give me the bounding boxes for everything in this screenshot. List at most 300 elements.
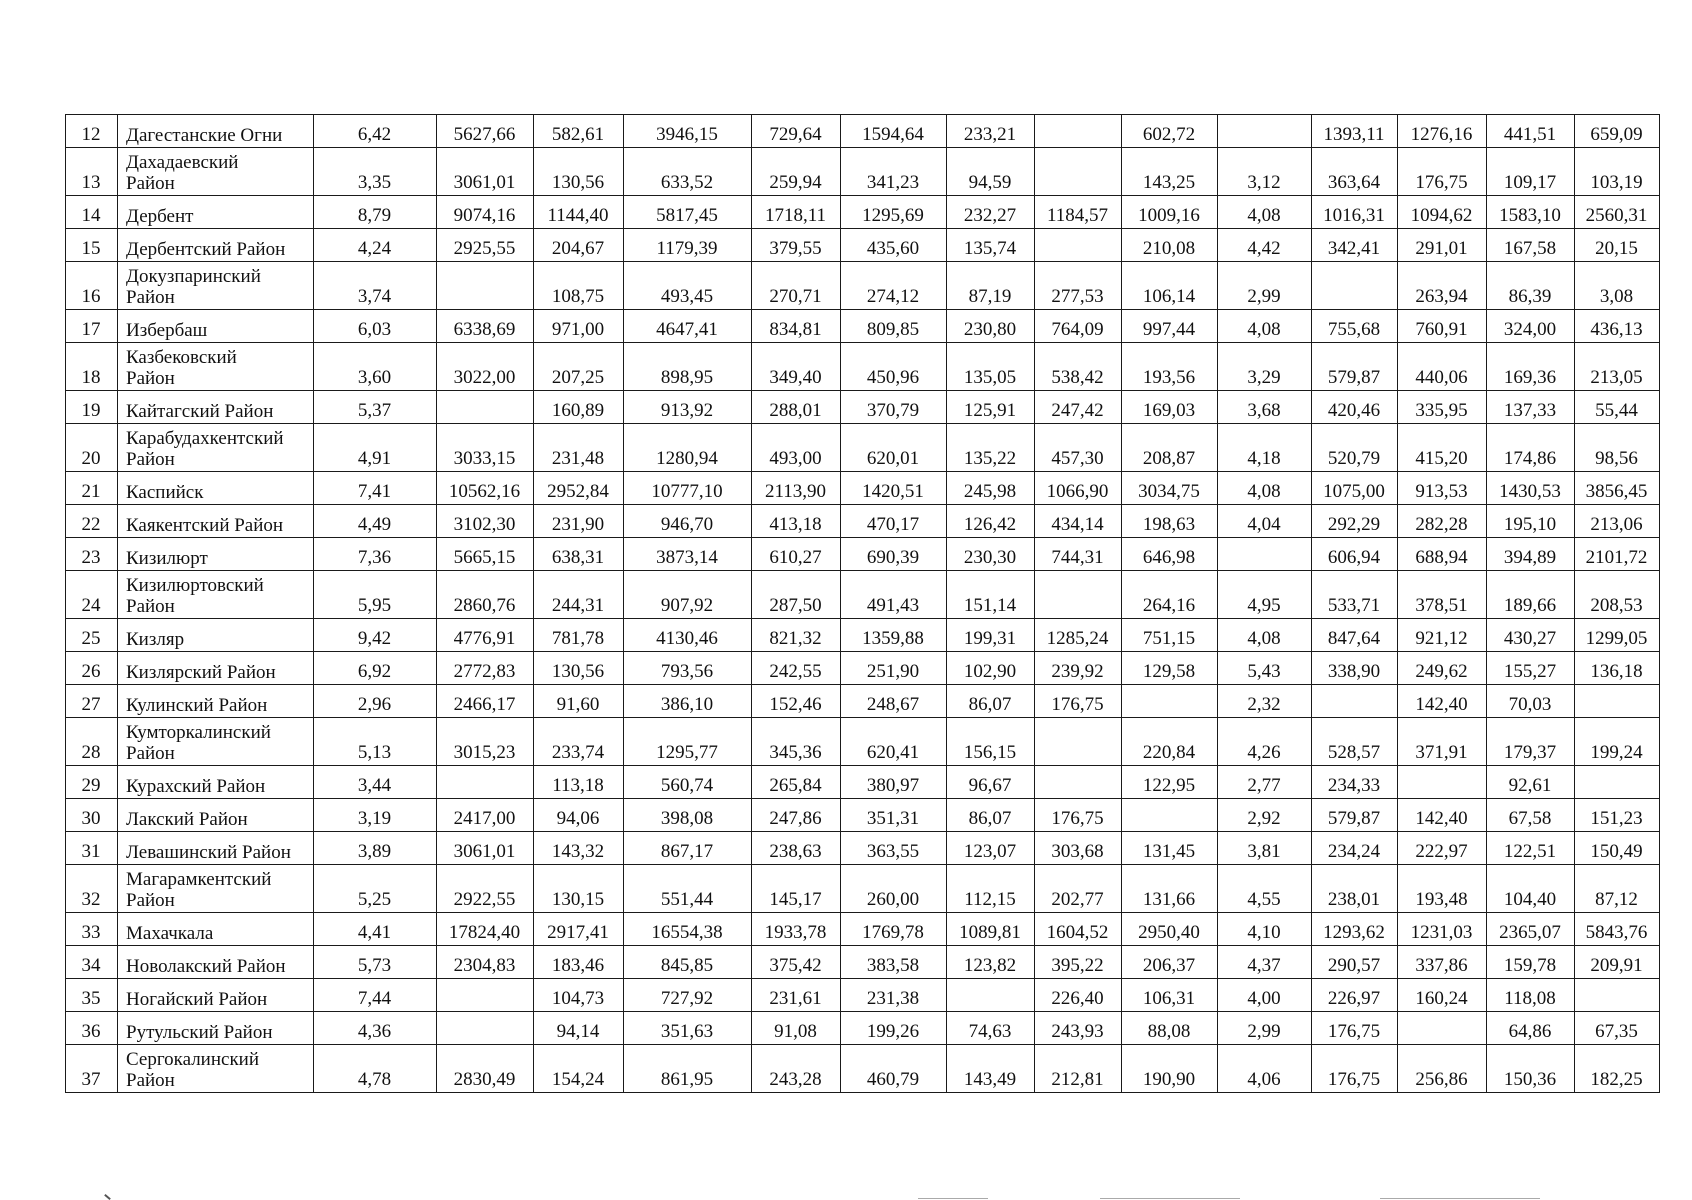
value-cell: 4,78	[314, 1045, 437, 1093]
table-row	[66, 979, 1660, 1012]
district-name: Докузпаринский Район	[118, 262, 314, 310]
value-cell: 220,84	[1122, 718, 1218, 766]
value-cell	[437, 979, 534, 1012]
value-cell: 430,27	[1487, 619, 1575, 652]
value-cell: 4,55	[1218, 865, 1312, 913]
value-cell: 1594,64	[841, 115, 947, 148]
value-cell: 248,67	[841, 685, 947, 718]
value-cell: 415,20	[1398, 424, 1487, 472]
value-cell: 3873,14	[624, 538, 752, 571]
value-cell: 638,31	[534, 538, 624, 571]
value-cell: 265,84	[752, 766, 841, 799]
row-number: 15	[66, 229, 118, 262]
value-cell: 744,31	[1035, 538, 1122, 571]
value-cell: 92,61	[1487, 766, 1575, 799]
value-cell: 3061,01	[437, 148, 534, 196]
table-row	[66, 685, 1660, 718]
value-cell: 239,92	[1035, 652, 1122, 685]
value-cell: 207,25	[534, 343, 624, 391]
value-cell: 375,42	[752, 946, 841, 979]
row-number: 17	[66, 310, 118, 343]
value-cell: 3856,45	[1575, 472, 1660, 505]
row-number: 31	[66, 832, 118, 865]
row-number: 23	[66, 538, 118, 571]
value-cell: 176,75	[1398, 148, 1487, 196]
value-cell: 3,81	[1218, 832, 1312, 865]
value-cell: 131,66	[1122, 865, 1218, 913]
value-cell: 231,90	[534, 505, 624, 538]
value-cell: 2772,83	[437, 652, 534, 685]
value-cell: 3,44	[314, 766, 437, 799]
value-cell: 1179,39	[624, 229, 752, 262]
value-cell: 440,06	[1398, 343, 1487, 391]
value-cell: 256,86	[1398, 1045, 1487, 1093]
row-number: 30	[66, 799, 118, 832]
row-number: 36	[66, 1012, 118, 1045]
value-cell: 2365,07	[1487, 913, 1575, 946]
value-cell: 363,55	[841, 832, 947, 865]
value-cell: 130,56	[534, 148, 624, 196]
value-cell: 1144,40	[534, 196, 624, 229]
value-cell: 87,19	[947, 262, 1035, 310]
district-name: Кизлярский Район	[118, 652, 314, 685]
district-name: Дербент	[118, 196, 314, 229]
value-cell: 87,12	[1575, 865, 1660, 913]
value-cell: 10777,10	[624, 472, 752, 505]
value-cell: 3,08	[1575, 262, 1660, 310]
value-cell: 2,99	[1218, 1012, 1312, 1045]
value-cell: 2,96	[314, 685, 437, 718]
value-cell: 3,68	[1218, 391, 1312, 424]
value-cell: 233,21	[947, 115, 1035, 148]
value-cell: 2830,49	[437, 1045, 534, 1093]
data-table	[65, 114, 1660, 1093]
value-cell: 4,08	[1218, 472, 1312, 505]
table-row	[66, 310, 1660, 343]
value-cell: 213,05	[1575, 343, 1660, 391]
district-name: Новолакский Район	[118, 946, 314, 979]
value-cell: 2466,17	[437, 685, 534, 718]
value-cell: 156,15	[947, 718, 1035, 766]
value-cell: 226,40	[1035, 979, 1122, 1012]
value-cell: 4,08	[1218, 619, 1312, 652]
value-cell: 383,58	[841, 946, 947, 979]
value-cell: 4,10	[1218, 913, 1312, 946]
value-cell	[1218, 538, 1312, 571]
value-cell: 4,37	[1218, 946, 1312, 979]
value-cell: 234,33	[1312, 766, 1398, 799]
value-cell: 4776,91	[437, 619, 534, 652]
row-number: 18	[66, 343, 118, 391]
value-cell: 130,56	[534, 652, 624, 685]
value-cell: 659,09	[1575, 115, 1660, 148]
row-number: 22	[66, 505, 118, 538]
scan-line	[1100, 1198, 1240, 1199]
value-cell: 1295,69	[841, 196, 947, 229]
value-cell: 303,68	[1035, 832, 1122, 865]
value-cell: 1430,53	[1487, 472, 1575, 505]
value-cell: 493,00	[752, 424, 841, 472]
value-cell: 371,91	[1398, 718, 1487, 766]
table-row	[66, 1045, 1660, 1093]
value-cell: 441,51	[1487, 115, 1575, 148]
value-cell: 143,49	[947, 1045, 1035, 1093]
district-name: Лакский Район	[118, 799, 314, 832]
value-cell: 193,48	[1398, 865, 1487, 913]
value-cell: 760,91	[1398, 310, 1487, 343]
value-cell: 193,56	[1122, 343, 1218, 391]
value-cell: 137,33	[1487, 391, 1575, 424]
value-cell: 4,91	[314, 424, 437, 472]
value-cell	[1122, 685, 1218, 718]
value-cell: 5,25	[314, 865, 437, 913]
value-cell: 755,68	[1312, 310, 1398, 343]
value-cell: 847,64	[1312, 619, 1398, 652]
value-cell: 551,44	[624, 865, 752, 913]
row-number: 14	[66, 196, 118, 229]
value-cell: 690,39	[841, 538, 947, 571]
value-cell: 3,60	[314, 343, 437, 391]
value-cell: 342,41	[1312, 229, 1398, 262]
value-cell: 620,01	[841, 424, 947, 472]
value-cell: 86,39	[1487, 262, 1575, 310]
value-cell: 16554,38	[624, 913, 752, 946]
value-cell: 86,07	[947, 685, 1035, 718]
value-cell: 2113,90	[752, 472, 841, 505]
value-cell: 1299,05	[1575, 619, 1660, 652]
value-cell: 379,55	[752, 229, 841, 262]
value-cell: 7,36	[314, 538, 437, 571]
value-cell	[1575, 685, 1660, 718]
value-cell: 834,81	[752, 310, 841, 343]
value-cell: 921,12	[1398, 619, 1487, 652]
value-cell: 88,08	[1122, 1012, 1218, 1045]
value-cell: 9074,16	[437, 196, 534, 229]
value-cell: 913,53	[1398, 472, 1487, 505]
row-number: 33	[66, 913, 118, 946]
value-cell	[1035, 571, 1122, 619]
district-name: Избербаш	[118, 310, 314, 343]
value-cell: 4,41	[314, 913, 437, 946]
value-cell: 1604,52	[1035, 913, 1122, 946]
value-cell	[1312, 262, 1398, 310]
value-cell: 259,94	[752, 148, 841, 196]
row-number: 34	[66, 946, 118, 979]
value-cell: 129,58	[1122, 652, 1218, 685]
table-row	[66, 799, 1660, 832]
value-cell: 232,27	[947, 196, 1035, 229]
value-cell: 351,31	[841, 799, 947, 832]
value-cell: 907,92	[624, 571, 752, 619]
value-cell: 122,51	[1487, 832, 1575, 865]
value-cell: 560,74	[624, 766, 752, 799]
value-cell: 1359,88	[841, 619, 947, 652]
value-cell: 136,18	[1575, 652, 1660, 685]
value-cell	[437, 391, 534, 424]
district-name: Кизилюрт	[118, 538, 314, 571]
value-cell: 4130,46	[624, 619, 752, 652]
value-cell: 867,17	[624, 832, 752, 865]
value-cell: 1184,57	[1035, 196, 1122, 229]
value-cell: 971,00	[534, 310, 624, 343]
value-cell: 3061,01	[437, 832, 534, 865]
value-cell: 5843,76	[1575, 913, 1660, 946]
value-cell	[437, 766, 534, 799]
district-name: Кумторкалинский Район	[118, 718, 314, 766]
value-cell: 226,97	[1312, 979, 1398, 1012]
value-cell: 457,30	[1035, 424, 1122, 472]
value-cell: 1089,81	[947, 913, 1035, 946]
value-cell: 997,44	[1122, 310, 1218, 343]
value-cell: 70,03	[1487, 685, 1575, 718]
table-row	[66, 946, 1660, 979]
value-cell: 1276,16	[1398, 115, 1487, 148]
value-cell: 143,25	[1122, 148, 1218, 196]
value-cell: 491,43	[841, 571, 947, 619]
value-cell: 2952,84	[534, 472, 624, 505]
value-cell: 212,81	[1035, 1045, 1122, 1093]
value-cell: 160,89	[534, 391, 624, 424]
row-number: 28	[66, 718, 118, 766]
value-cell: 238,63	[752, 832, 841, 865]
value-cell: 208,87	[1122, 424, 1218, 472]
table-row	[66, 424, 1660, 472]
value-cell: 1009,16	[1122, 196, 1218, 229]
value-cell: 3033,15	[437, 424, 534, 472]
value-cell: 231,38	[841, 979, 947, 1012]
scan-mark	[104, 1194, 111, 1200]
value-cell: 764,09	[1035, 310, 1122, 343]
table-row	[66, 262, 1660, 310]
value-cell: 1016,31	[1312, 196, 1398, 229]
value-cell: 5,37	[314, 391, 437, 424]
value-cell: 3102,30	[437, 505, 534, 538]
value-cell: 6,42	[314, 115, 437, 148]
value-cell: 249,62	[1398, 652, 1487, 685]
value-cell: 727,92	[624, 979, 752, 1012]
value-cell: 1718,11	[752, 196, 841, 229]
value-cell	[1398, 1012, 1487, 1045]
value-cell: 335,95	[1398, 391, 1487, 424]
value-cell: 17824,40	[437, 913, 534, 946]
row-number: 24	[66, 571, 118, 619]
value-cell: 98,56	[1575, 424, 1660, 472]
value-cell: 4,08	[1218, 310, 1312, 343]
value-cell: 179,37	[1487, 718, 1575, 766]
value-cell: 106,31	[1122, 979, 1218, 1012]
value-cell: 1066,90	[1035, 472, 1122, 505]
value-cell: 10562,16	[437, 472, 534, 505]
value-cell: 143,32	[534, 832, 624, 865]
value-cell: 176,75	[1312, 1045, 1398, 1093]
value-cell: 159,78	[1487, 946, 1575, 979]
district-name: Карабудахкентский Район	[118, 424, 314, 472]
value-cell: 183,46	[534, 946, 624, 979]
value-cell: 2950,40	[1122, 913, 1218, 946]
value-cell: 845,85	[624, 946, 752, 979]
table-row	[66, 343, 1660, 391]
value-cell: 913,92	[624, 391, 752, 424]
value-cell	[1575, 979, 1660, 1012]
value-cell: 4,18	[1218, 424, 1312, 472]
value-cell: 2,99	[1218, 262, 1312, 310]
value-cell: 633,52	[624, 148, 752, 196]
value-cell: 213,06	[1575, 505, 1660, 538]
value-cell: 582,61	[534, 115, 624, 148]
value-cell: 4,04	[1218, 505, 1312, 538]
value-cell: 3,12	[1218, 148, 1312, 196]
value-cell: 104,40	[1487, 865, 1575, 913]
row-number: 19	[66, 391, 118, 424]
value-cell	[947, 979, 1035, 1012]
value-cell: 2,77	[1218, 766, 1312, 799]
row-number: 16	[66, 262, 118, 310]
value-cell: 602,72	[1122, 115, 1218, 148]
value-cell: 2101,72	[1575, 538, 1660, 571]
value-cell: 74,63	[947, 1012, 1035, 1045]
table-row	[66, 619, 1660, 652]
value-cell: 4,42	[1218, 229, 1312, 262]
district-name: Казбековский Район	[118, 343, 314, 391]
district-name: Магарамкентский Район	[118, 865, 314, 913]
value-cell: 3022,00	[437, 343, 534, 391]
table-row	[66, 391, 1660, 424]
value-cell: 155,27	[1487, 652, 1575, 685]
value-cell: 1393,11	[1312, 115, 1398, 148]
district-name: Сергокалинский Район	[118, 1045, 314, 1093]
value-cell: 123,82	[947, 946, 1035, 979]
value-cell: 4,49	[314, 505, 437, 538]
value-cell: 2560,31	[1575, 196, 1660, 229]
value-cell: 370,79	[841, 391, 947, 424]
value-cell: 4,26	[1218, 718, 1312, 766]
value-cell: 3,19	[314, 799, 437, 832]
value-cell	[1218, 115, 1312, 148]
value-cell: 277,53	[1035, 262, 1122, 310]
value-cell: 3946,15	[624, 115, 752, 148]
value-cell: 3,74	[314, 262, 437, 310]
value-cell: 4,06	[1218, 1045, 1312, 1093]
value-cell: 202,77	[1035, 865, 1122, 913]
value-cell: 210,08	[1122, 229, 1218, 262]
value-cell: 222,97	[1398, 832, 1487, 865]
value-cell: 2,32	[1218, 685, 1312, 718]
value-cell: 7,44	[314, 979, 437, 1012]
value-cell: 245,98	[947, 472, 1035, 505]
value-cell: 142,40	[1398, 799, 1487, 832]
value-cell: 94,14	[534, 1012, 624, 1045]
value-cell: 450,96	[841, 343, 947, 391]
value-cell	[1312, 685, 1398, 718]
row-number: 35	[66, 979, 118, 1012]
value-cell: 150,36	[1487, 1045, 1575, 1093]
value-cell: 9,42	[314, 619, 437, 652]
value-cell: 781,78	[534, 619, 624, 652]
value-cell	[437, 1012, 534, 1045]
value-cell: 620,41	[841, 718, 947, 766]
value-cell: 160,24	[1398, 979, 1487, 1012]
value-cell: 4,95	[1218, 571, 1312, 619]
value-cell: 5,95	[314, 571, 437, 619]
value-cell: 199,24	[1575, 718, 1660, 766]
value-cell: 125,91	[947, 391, 1035, 424]
value-cell: 91,08	[752, 1012, 841, 1045]
value-cell: 809,85	[841, 310, 947, 343]
value-cell: 460,79	[841, 1045, 947, 1093]
value-cell: 821,32	[752, 619, 841, 652]
value-cell: 288,01	[752, 391, 841, 424]
value-cell: 20,15	[1575, 229, 1660, 262]
value-cell: 338,90	[1312, 652, 1398, 685]
value-cell: 3,35	[314, 148, 437, 196]
value-cell: 103,19	[1575, 148, 1660, 196]
value-cell: 67,58	[1487, 799, 1575, 832]
value-cell: 67,35	[1575, 1012, 1660, 1045]
value-cell: 287,50	[752, 571, 841, 619]
value-cell: 282,28	[1398, 505, 1487, 538]
value-cell: 688,94	[1398, 538, 1487, 571]
value-cell: 123,07	[947, 832, 1035, 865]
value-cell: 145,17	[752, 865, 841, 913]
row-number: 32	[66, 865, 118, 913]
value-cell: 793,56	[624, 652, 752, 685]
value-cell: 291,01	[1398, 229, 1487, 262]
value-cell: 4,36	[314, 1012, 437, 1045]
value-cell: 2922,55	[437, 865, 534, 913]
row-number: 12	[66, 115, 118, 148]
value-cell: 96,67	[947, 766, 1035, 799]
value-cell: 380,97	[841, 766, 947, 799]
table-row	[66, 505, 1660, 538]
value-cell: 118,08	[1487, 979, 1575, 1012]
value-cell: 199,26	[841, 1012, 947, 1045]
value-cell: 6,03	[314, 310, 437, 343]
value-cell: 345,36	[752, 718, 841, 766]
value-cell: 413,18	[752, 505, 841, 538]
value-cell: 169,03	[1122, 391, 1218, 424]
row-number: 37	[66, 1045, 118, 1093]
value-cell: 247,86	[752, 799, 841, 832]
value-cell: 233,74	[534, 718, 624, 766]
value-cell: 5665,15	[437, 538, 534, 571]
value-cell: 199,31	[947, 619, 1035, 652]
table-row	[66, 652, 1660, 685]
table-row	[66, 472, 1660, 505]
value-cell: 176,75	[1035, 685, 1122, 718]
value-cell: 135,05	[947, 343, 1035, 391]
value-cell: 349,40	[752, 343, 841, 391]
row-number: 27	[66, 685, 118, 718]
district-name: Кайтагский Район	[118, 391, 314, 424]
value-cell: 102,90	[947, 652, 1035, 685]
value-cell: 2304,83	[437, 946, 534, 979]
district-name: Левашинский Район	[118, 832, 314, 865]
value-cell: 386,10	[624, 685, 752, 718]
value-cell: 398,08	[624, 799, 752, 832]
value-cell: 106,14	[1122, 262, 1218, 310]
value-cell: 751,15	[1122, 619, 1218, 652]
value-cell: 109,17	[1487, 148, 1575, 196]
table-row	[66, 718, 1660, 766]
value-cell: 528,57	[1312, 718, 1398, 766]
table-row	[66, 196, 1660, 229]
value-cell: 470,17	[841, 505, 947, 538]
row-number: 20	[66, 424, 118, 472]
value-cell: 395,22	[1035, 946, 1122, 979]
value-cell: 2917,41	[534, 913, 624, 946]
value-cell: 610,27	[752, 538, 841, 571]
value-cell: 436,13	[1575, 310, 1660, 343]
